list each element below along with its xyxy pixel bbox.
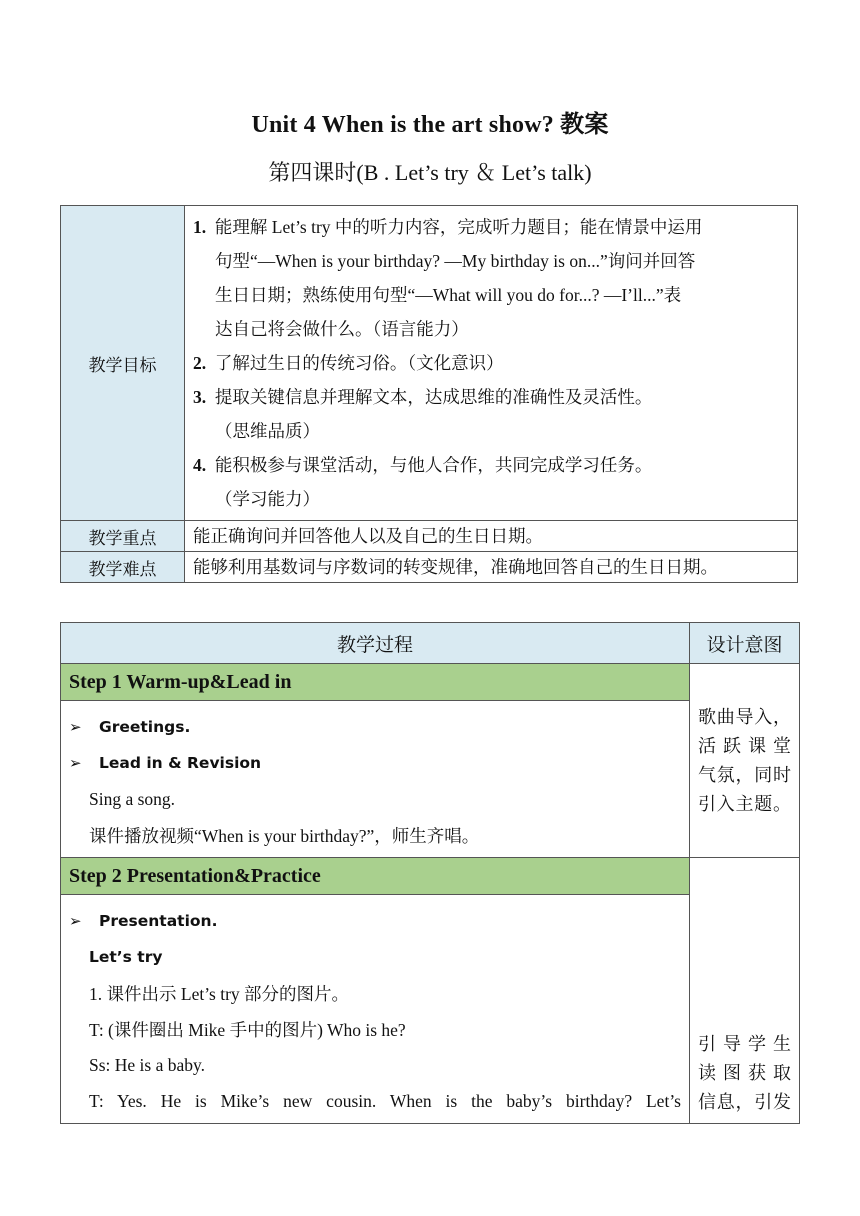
objective-3: 3. 提取关键信息并理解文本，达成思维的准确性及灵活性。	[193, 387, 653, 407]
objective-1-line: 达自己将会做什么。（语言能力）	[215, 319, 469, 339]
key-point-row	[61, 521, 798, 552]
design-header: 设计意图	[690, 623, 800, 664]
text-line: 1. 课件出示 Let’s try 部分的图片。	[89, 983, 350, 1004]
text-line: T: Yes. He is Mike’s new cousin. When is the baby’s birthday? Let’s	[89, 1091, 681, 1111]
arrow-bullet-icon: ➢	[69, 912, 82, 930]
design-line: 引入主题。	[698, 793, 791, 814]
step1-row	[61, 664, 800, 701]
step2-design	[690, 858, 800, 1124]
step1-design	[690, 664, 800, 858]
design-line: 气氛，同时	[698, 764, 791, 785]
bullet-greetings: ➢ Greetings.	[69, 718, 191, 736]
step2-content-row	[61, 895, 800, 1124]
process-table	[60, 622, 800, 1124]
arrow-bullet-icon: ➢	[69, 754, 82, 772]
step1-content	[61, 701, 690, 858]
design-line: 活 跃 课 堂	[698, 735, 791, 756]
text-line: Sing a song.	[89, 788, 176, 809]
objective-1: 1. 能理解 Let’s try 中的听力内容，完成听力题目；能在情景中运用	[193, 217, 703, 237]
step1-title: Step 1 Warm-up&Lead in	[61, 664, 690, 701]
objectives-label: 教学目标	[61, 206, 185, 521]
step2-row	[61, 858, 800, 895]
step2-content	[61, 895, 690, 1124]
lets-try-heading: Let’s try	[89, 948, 163, 966]
arrow-bullet-icon: ➢	[69, 718, 82, 736]
difficulty-label: 教学难点	[61, 552, 185, 583]
objective-4: 4. 能积极参与课堂活动，与他人合作，共同完成学习任务。	[193, 455, 653, 475]
objectives-content	[185, 206, 798, 521]
step1-content-row	[61, 701, 800, 858]
difficulty-row	[61, 552, 798, 583]
process-header-row	[61, 623, 800, 664]
objective-1-line: 生日日期；熟练使用句型“—What will you do for...? —I’ll...”表	[215, 285, 682, 305]
design-line: 信息，引发	[698, 1092, 791, 1112]
design-line: 引 导 学 生	[698, 1034, 791, 1054]
document-title: Unit 4 When is the art show? 教案	[251, 112, 609, 138]
objective-2: 2. 了解过生日的传统习俗。（文化意识）	[193, 353, 504, 373]
bullet-lead-in: ➢ Lead in & Revision	[69, 754, 262, 772]
objectives-row	[61, 206, 798, 521]
objective-4-line: （学习能力）	[215, 489, 320, 509]
bullet-presentation: ➢ Presentation.	[69, 912, 218, 930]
key-point-text: 能正确询问并回答他人以及自己的生日日期。	[185, 521, 798, 552]
text-line: Ss: He is a baby.	[89, 1054, 206, 1075]
key-point-label: 教学重点	[61, 521, 185, 552]
text-line: 课件播放视频“When is your birthday?”，师生齐唱。	[89, 825, 480, 846]
difficulty-text: 能够利用基数词与序数词的转变规律，准确地回答自己的生日日期。	[185, 552, 798, 583]
step2-title: Step 2 Presentation&Practice	[61, 858, 690, 895]
objectives-table	[60, 205, 798, 583]
design-line: 歌曲导入，	[698, 706, 791, 727]
lesson-subtitle: 第四课时(B . Let’s try ＆ Let’s talk)	[268, 160, 592, 185]
objective-3-line: （思维品质）	[215, 421, 320, 441]
design-line: 读 图 获 取	[698, 1063, 791, 1083]
process-header: 教学过程	[61, 623, 690, 664]
objective-1-line: 句型“—When is your birthday? —My birthday is on...”询问并回答	[215, 251, 696, 271]
text-line: T: (课件圈出 Mike 手中的图片) Who is he?	[89, 1019, 406, 1040]
